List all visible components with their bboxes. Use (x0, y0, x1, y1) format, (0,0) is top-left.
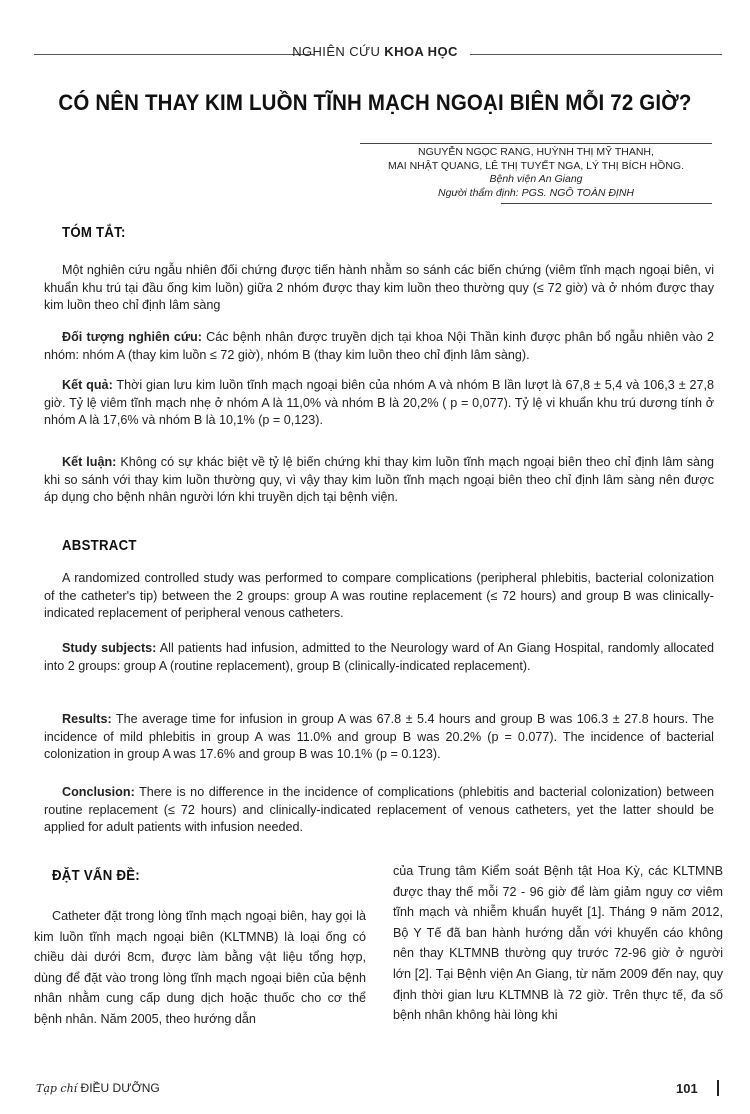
datvande-heading: ĐẶT VẤN ĐỀ: (52, 867, 140, 884)
tomtat-subjects-label: Đối tượng nghiên cứu: (62, 330, 202, 344)
abstract-results-label: Results: (62, 712, 112, 726)
abstract-subjects (44, 640, 714, 675)
author-block (360, 143, 712, 204)
abstract-intro: A randomized controlled study was performed to compare complications (peripheral phlebitis, bacterial colonization of the catheter's tip) between the 2 groups: group A was routine replacement (≤ 72 hours) and group B was clinically-indicated replacement of peripheral venous catheters. (44, 571, 714, 621)
tomtat-conclusion (44, 454, 714, 507)
abstract-results-text: The average time for infusion in group A was 67.8 ± 5.4 hours and group B was 106.3 ± 27.8 hours. The incidence of mild phlebitis in group A was 11.0% and group B was 20.2% (p = 0.077). The incidence of bacterial colonization in group A was 17.6% and group B was 10.1% (p = 0.123). (44, 712, 714, 762)
abstract-conclusion-text: There is no difference in the incidence of complications (phlebitis and bacterial colonization) between routine replacement (≤ 72 hours) and clinically-indicated replacement of venous catheters, yet the latter should be applied for adult patients with infusion needed. (44, 785, 714, 835)
reviewer: Người thẩm định: PGS. NGÔ TOÀN ĐỊNH (437, 186, 635, 199)
authors-line-2: MAI NHẬT QUANG, LÊ THỊ TUYẾT NGA, LÝ THỊ BÍCH HỒNG. (388, 159, 684, 172)
tomtat-results (44, 377, 714, 430)
abstract-subjects-text: All patients had infusion, admitted to the Neurology ward of An Giang Hospital, randomly allocated into 2 groups: group A (routine replacement), group B (clinically-indicated replacement). (44, 641, 714, 673)
tomtat-conclusion-text: Không có sự khác biệt về tỷ lệ biến chứng khi thay kim luồn tĩnh mạch ngoại biên theo chỉ định lâm sàng khi so sánh với thay kim luồn thường quy, vì vậy thay kim luồn tĩnh mạch ngoại biên theo chỉ định lâm sàng nên được áp dụng cho bệnh nhân người lớn khi truyền dịch tại bệnh viện. (44, 455, 715, 505)
page-number-bar (717, 1080, 719, 1096)
affiliation: Bệnh viện An Giang (489, 173, 583, 185)
section-label-regular: NGHIÊN CỨU (292, 44, 385, 59)
journal-brand (36, 1081, 160, 1095)
article-title: CÓ NÊN THAY KIM LUỒN TĨNH MẠCH NGOẠI BIÊN MỖI 72 GIỜ? (58, 90, 692, 115)
journal-name: ĐIỀU DƯỠNG (80, 1081, 160, 1095)
tomtat-conclusion-label: Kết luận: (62, 455, 117, 469)
page-number: 101 (676, 1081, 698, 1096)
datvande-left-column: Catheter đặt trong lòng tĩnh mạch ngoại biên, hay gọi là kim luồn tĩnh mạch ngoại biên (KLTMNB) là loại ống có chiều dài dưới 8cm, được làm bằng vật liệu tổng hợp, dùng để đặt vào trong lòng tĩnh mạch ngoại biên của bệnh nhân nhằm cung cấp dung dịch hoặc thuốc cho cơ thể bệnh nhân. Năm 2005, theo hướng dẫn (34, 909, 366, 1026)
tomtat-intro: Một nghiên cứu ngẫu nhiên đối chứng được tiến hành nhằm so sánh các biến chứng (viêm tĩnh mạch ngoại biên, vi khuẩn khu trú tại đầu ống kim luồn) giữa 2 nhóm được thay kim luồn theo thường quy (≤ 72 giờ) và ở nhóm được thay kim luồn theo chỉ định lâm sàng (44, 263, 714, 313)
section-label-bold: KHOA HỌC (384, 44, 458, 59)
authors-line-1: NGUYỄN NGỌC RANG, HUỲNH THỊ MỸ THANH, (418, 146, 654, 158)
section-label (0, 44, 750, 59)
tomtat-results-label: Kết quả: (62, 378, 113, 392)
journal-script: Tạp chí (36, 1082, 78, 1095)
datvande-right-column: của Trung tâm Kiểm soát Bệnh tật Hoa Kỳ, các KLTMNB được thay thế mỗi 72 - 96 giờ để làm giảm nguy cơ viêm tĩnh mạch và nhiễm khuẩn huyết [1]. Tháng 9 năm 2012, Bộ Y Tế đã ban hành hướng dẫn với khuyến cáo không nên thay KLTMNB thường quy trước 72-96 giờ ở người lớn [2]. Tại Bệnh viện An Giang, từ năm 2009 đến nay, quy định thời gian lưu KLTMNB là 72 giờ. Trên thực tế, đa số bệnh nhân không hài lòng khi (393, 864, 723, 1023)
abstract-heading: ABSTRACT (62, 537, 137, 554)
tomtat-results-text: Thời gian lưu kim luồn tĩnh mạch ngoại biên của nhóm A và nhóm B lần lượt là 67,8 ± 5,4 và 106,3 ± 27,8 giờ. Tỷ lệ viêm tĩnh mạch nhẹ ở nhóm A là 11,0% và nhóm B là 20,2% ( p = 0,077). Tỷ lệ vi khuẩn khu trú dương tính ở nhóm A là 17,6% và nhóm B là 10,1% (p = 0,123). (44, 378, 714, 428)
tomtat-heading: TÓM TẮT: (62, 224, 126, 241)
author-rule-top (360, 143, 712, 144)
author-rule-bottom (501, 203, 712, 204)
abstract-conclusion-label: Conclusion: (62, 785, 135, 799)
tomtat-subjects (44, 329, 714, 364)
abstract-results (44, 711, 714, 764)
abstract-subjects-label: Study subjects: (62, 641, 157, 655)
section-header (0, 40, 750, 70)
tomtat-subjects-text: Các bệnh nhân được truyền dịch tại khoa Nội Thần kinh được phân bổ ngẫu nhiên vào 2 nhóm: nhóm A (thay kim luồn ≤ 72 giờ), nhóm B (thay kim luồn theo chỉ định lâm sàng). (44, 330, 714, 362)
abstract-conclusion (44, 784, 714, 837)
header-rule-right (470, 54, 722, 55)
